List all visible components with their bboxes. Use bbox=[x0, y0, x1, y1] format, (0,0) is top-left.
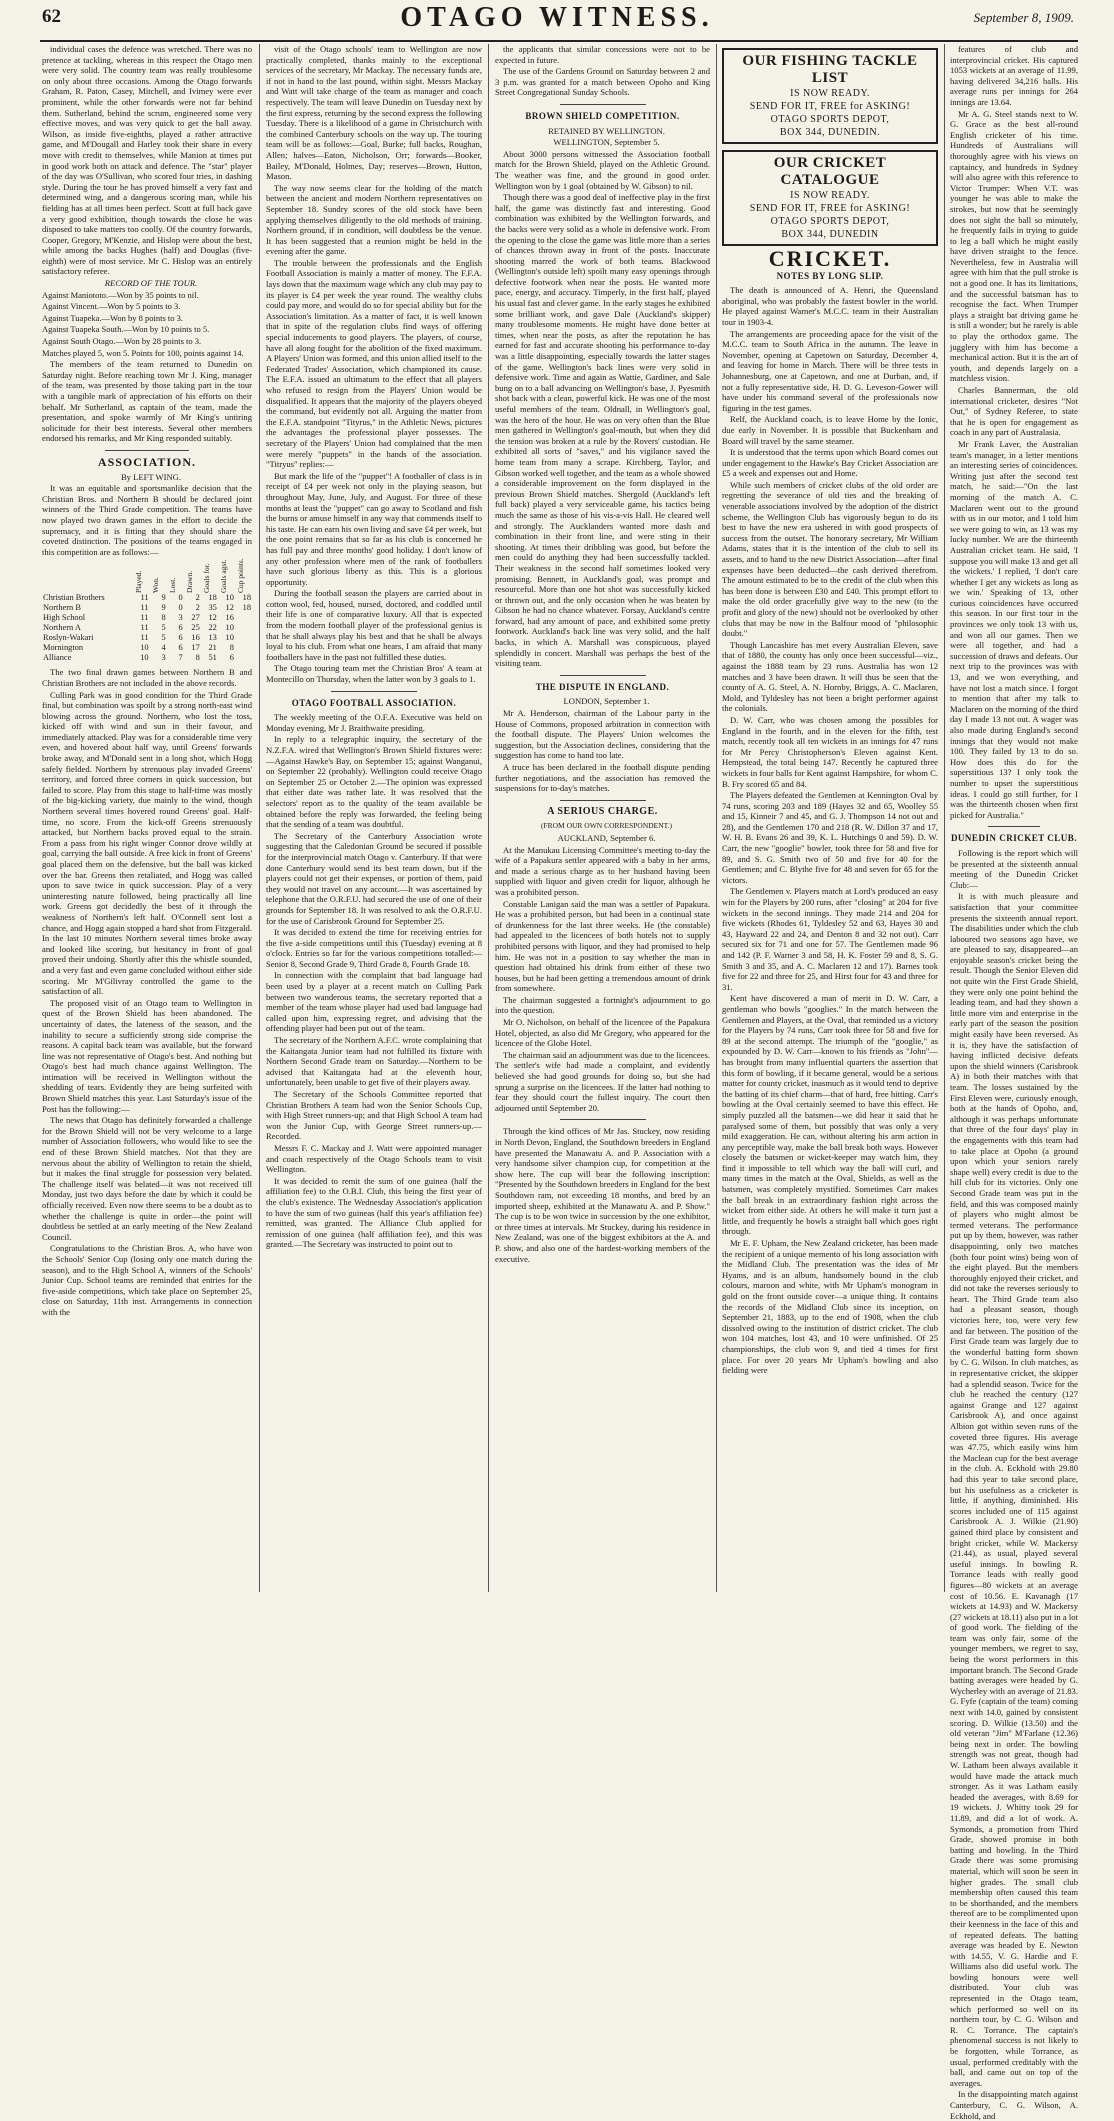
ad-cricket-catalogue bbox=[722, 150, 938, 246]
ladder-header-row bbox=[42, 559, 252, 593]
record-heading: RECORD OF THE TOUR. bbox=[104, 278, 198, 289]
article-paragraph: At the Manukau Licensing Committee's meeting to-day the wife of a Papakura settler appeared with a baby in her arms, and made a serious charge as to her husband having been supplied with liquor and given credit for liquor, although he was a prohibited person. bbox=[495, 844, 710, 897]
ladder-row bbox=[42, 633, 252, 643]
column-4 bbox=[722, 44, 938, 1592]
ladder-cell: 17 bbox=[191, 643, 200, 653]
record-line: Against Vincent.—Won by 5 points to 3. bbox=[42, 301, 181, 312]
ladder-cell: 0 bbox=[178, 603, 183, 613]
column-1 bbox=[42, 44, 252, 1592]
article-paragraph: D. W. Carr, who was chosen among the possibles for England in the fourth, and in the eleven for the fifth, test match, recently took all ten wickets in an innings for 47 runs for Mr Percy Christopherson's Eleven against Kent. Hempstead, the total being 147. Recently he captured three wickets in four balls for Kent against Hampshire, for whom C. B. Fry scored 65 and 84. bbox=[722, 714, 938, 789]
ladder-cell: 3 bbox=[161, 653, 166, 663]
separator bbox=[331, 691, 417, 692]
article-paragraph: The Players defeated the Gentlemen at Kennington Oval by 74 runs, scoring 203 and 189 (Hayes 32 and 65, Woolley 55 and 15, Kinneir 7 and 45, and G. J. Thompson 14 not out and 28), and the Gentlemen 170 and 218 (R. W. Dillon 37 and 17, W. H. B. Evans 26 and 39, K. L. Hutchings 0 and 59). D. W. Carr, the new "googlie" bowler, took three for 58 and five for 89, and S. G. Smith two of 50 and five for 40 for the Gentlemen; and C. Blythe five for 48 and seven for 65 for the victors. bbox=[722, 790, 938, 885]
article-paragraph: Mr A. G. Steel stands next to W. G. Grace as the best all-round English cricketer of his time. Hundreds of Australians will thoroughly agree with his views on captaincy, and hundreds in Sydney will also agree with this reference to Victor Trumper: When V.T. was younger he was able to make the strokes, but now that he seemingly does not sight the ball so minutely, he frequently fails in trying to guide to leg a ball which he might easily have driven straight to the fence. Nevertheless, few in Australia will agree with him that the pull stroke is not a good one. It has its limitations, and the successful batsman has to recognise the fact. When Trumper plays a straight bat driving game he is still a wonder; but he rarely is able to play the orthodox game. The jugglery with him has become a mechanical action. But it is the art of youth, and depends largely on a matchless vision. bbox=[950, 108, 1078, 384]
article-paragraph: Mr A. Henderson, chairman of the Labour party in the House of Commons, proposed arbitration in connection with the football dispute. The Players' Union welcomes the suggestion, but the Association declines, considering that the suggestion has come to hand too late. bbox=[495, 708, 710, 761]
ladder-table bbox=[42, 559, 252, 663]
ladder-row bbox=[42, 613, 252, 623]
separator bbox=[560, 104, 646, 105]
column-rule bbox=[488, 44, 489, 1592]
ad-line: SEND FOR IT, FREE for ASKING! bbox=[749, 101, 911, 112]
article-paragraph: The members of the team returned to Dunedin on Saturday night. Before reaching town Mr J. King, manager of the team, was presented by those taking part in the tour with a tangible mark of appreciation of his efforts on their behalf. Mr Sutherland, as captain of the team, made the presentation, and spoke warmly of Mr King's untiring solicitude for their best interests. Several other members endorsed his remarks, and Mr King responded suitably. bbox=[42, 359, 252, 444]
ladder-cell: 9 bbox=[161, 603, 166, 613]
ladder-header: Played. bbox=[133, 571, 143, 594]
article-paragraph: The Secretary of the Canterbury Association wrote suggesting that the Caledonian Ground be secured if possible for the interprovincial match Otago v. Canterbury. If that were done Canterbury would send its best team down, but if the players could not get their expenses, or portion of them, paid they would not travel on any account.—It was ascertained by telephone that the O.R.F.U. had secured the use of one of their grounds for September 18. It was resolved to ask the O.R.F.U. for the use of Carisbrook Ground for September 25. bbox=[266, 830, 482, 926]
ladder-cell: 10 bbox=[225, 593, 234, 603]
ladder-cell: 22 bbox=[208, 623, 217, 633]
separator bbox=[560, 800, 646, 801]
ad-line: OTAGO SPORTS DEPOT, bbox=[770, 114, 890, 125]
article-paragraph: Kent have discovered a man of merit in D. W. Carr, a gentleman who bowls "googlies." In the match between the Gentlemen and Players, at the Oval, that reminded us a victory for the Players by 74 runs, Carr took three for 58 and five for 89 at the second attempt. The triumph of the "googlie," as expounded by D. W. Carr—known to his friends as "John"—has brought from many influential quarters the assertion that this form of bowling, if it became general, would be a serious matter for county cricket, inasmuch as it would tend to deprive the batting of its chief charm—that of hard, free hitting. Carr's bowling at the Oval certainly seemed to have this effect. He simply puzzled all the batsmen—we did hear it said that he paralysed some of them, but possibly that was only a very mild exaggeration. He can, without altering his arm action in any perceptible way, make the ball break both ways. However closely the batsmen or wicket-keeper may watch him, they find it impossible to tell which way the ball will curl, and many times in the match at the Oval, Shields, as well as the batsmen, was completely mystified. Sometimes Carr makes the ball break in an extraordinary fashion right across the wicket from either side. At others he will make it turn just a little, and frequently he bowls a straight ball which goes right through. bbox=[722, 993, 938, 1237]
article-paragraph: It was decided to extend the time for receiving entries for the five a-side competitions until this (Tuesday) evening at 8 o'clock. Entries so far for the various competitions totalled:—Senior 8, Second Grade 9, Third Grade 8, Fourth Grade 18. bbox=[266, 927, 482, 969]
column-rule bbox=[259, 44, 260, 1592]
article-paragraph: The secretary of the Northern A.F.C. wrote complaining that the Kaitangata Junior team had not fulfilled its fixture with Northern Second Grade team on Saturday.—Northern to be advised that Kaitangata had at the eleventh hour, unfortunately, been unable to get five of their players away. bbox=[266, 1035, 482, 1088]
ladder-cell: 8 bbox=[229, 643, 234, 653]
ladder-cell: 12 bbox=[225, 603, 234, 613]
dateline: LONDON, September 1. bbox=[563, 696, 650, 707]
article-paragraph: Congratulations to the Christian Bros. A, who have won the Schools' Senior Cup (losing only one match during the season), and to the High School A, winners of the Schools' Junior Cup. School teams are reminded that entries for the five-aside competitions, which take place on September 25, close on Saturday, 11th inst. Arrangements in connection with the bbox=[42, 1243, 252, 1317]
ladder-row bbox=[42, 643, 252, 653]
article-paragraph: Relf, the Auckland coach, is to leave Home by the Ionic, due early in November. It is possible that Buckenham and Board will travel by the same steamer. bbox=[722, 414, 938, 446]
article-paragraph: The arrangements are proceeding apace for the visit of the M.C.C. team to South Africa in the autumn. The leave in November, opening at Capetown on Saturday, December 4, and leaving for home in March. There will be three tests in Johannesburg, one at Capetown, and one at Durban, and, if not a fully representative side, H. D. G. Leveson-Gower will have under his command several of the professionals now figuring in the test games. bbox=[722, 328, 938, 413]
masthead bbox=[0, 0, 1114, 40]
article-paragraph: The Otago touring team met the Christian Bros' A team at Montecillo on Thursday, when the latter won by 3 goals to 1. bbox=[266, 663, 482, 685]
article-paragraph: Through the kind offices of Mr Jas. Stuckey, now residing in North Devon, England, the Southdown breeders in England have presented the Manawatu A. and P. Association with a very handsome silver champion cup, for competition at the show here. The cup will bear the following inscription: "Presented by the Southdown breeders in England for the best Southdown ram, not exceeding 18 months, and bred by an imported sheep, exhibited at the Manawatu A. and P. Show." The cup is to be won twice in succession by the one exhibitor, or three times at intervals. Mr Stuckey, during his residence in New Zealand, was one of the biggest exhibitors at the A. and P. show, and also one of the hardest-working members of the executive. bbox=[495, 1126, 710, 1264]
ladder-cell: 6 bbox=[178, 643, 183, 653]
article-paragraph: The chairman said an adjournment was due to the licencees. The settler's wife had made a complaint, and evidently believed she had good grounds for doing so, but she had sprung a surprise on the licencees. If the latter had nothing to fear they should court the fullest inquiry. The court then adjourned until September 20. bbox=[495, 1049, 710, 1113]
record-line: Against South Otago.—Won by 28 points to 3. bbox=[42, 336, 202, 347]
article-paragraph: The way now seems clear for the holding of the match between the ancient and modern Northern representatives on September 18. Sundry scores of the old stock have been applying themselves diligently to the old methods of training. Northern ground, if in condition, will doubtless be the venue. It has been suggested that a reunion might be held in the evening after the game. bbox=[266, 182, 482, 257]
article-paragraph: Constable Lanigan said the man was a settler of Papakura. He was a prohibited person, but had been in a continual state of drunkenness for the last three weeks. He (the constable) had appealed to the licencees of both hotels not to supply prohibited persons with liquor, and they had promised to help him. He was not in a position to say whether the man in question had obtained his drink from either of these two houses, but he had been getting a tremendous amount of drink from somewhere. bbox=[495, 898, 710, 994]
ladder-row bbox=[42, 653, 252, 663]
article-paragraph: Mr O. Nicholson, on behalf of the licencee of the Papakura Hotel, objected, as also did Mr Gregory, who appeared for the licencee of the Globe Hotel. bbox=[495, 1017, 710, 1049]
ladder-cell: 16 bbox=[191, 633, 200, 643]
article-paragraph: It was an equitable and sportsmanlike decision that the Christian Bros. and Northern B should be declared joint winners of the Third Grade competition. The teams have now played two drawn games in the effort to decide the supremacy, and it is fitting that they should share the coveted distinction. The positions of the teams engaged in this competition are as follows:— bbox=[42, 483, 252, 557]
article-paragraph: The news that Otago has definitely forwarded a challenge for the Brown Shield will not be very welcome to a large number of Association followers, who would like to see the end of these Brown Shield matches. Not that they are nervous about the ability of Wellington to retain the shield, but it makes the final struggle for possession very belated. The challenge itself was belated—it was not received till Monday, just two days before the date by which it could be officially received. Even now there seems to be a doubt as to whether the challenge is quite in order—the point will doubtless be settled at an early meeting of the New Zealand Council. bbox=[42, 1115, 252, 1242]
article-paragraph: Mr E. F. Upham, the New Zealand cricketer, has been made the recipient of a unique memento of his long association with the Midland Club. The presentation was the idea of Mr Hyams, and is an album, handsomely bound in the club colours, maroon and white, with Mr Upham's monogram in gold on the front outside cover—a unique thing. It contains the records of the Midland Club since its inception, on September 21, 1883, up to the end of 1908, when the club dissolved owing to the institution of district cricket. The club won 104 matches, lost 43, and 10 were unfinished. Of 25 championships, the club won 9, and tied 4 times for first place. For over 20 years Mr Upham's bowling and also fielding were bbox=[722, 1238, 938, 1376]
ladder-cell: 4 bbox=[161, 643, 166, 653]
ladder-cell: 11 bbox=[140, 593, 149, 603]
separator bbox=[988, 826, 1039, 827]
ladder-cell: 27 bbox=[191, 613, 200, 623]
article-paragraph: It is with much pleasure and satisfaction that your committee presents the sixteenth annual report. The disabilities under which the club laboured two seasons ago have, we are pleased to say, disappeared—an enjoyable season's cricket being the result. Though the Senior Eleven did not quite win the First Grade Shield, they were only one point behind the leading team, and had they shown a little more vim and enterprise in the early part of the season the position might easily have been reversed. As it is, they have the satisfaction of having inflicted decisive defeats upon the shield winners (Carisbrook A) in both their matches with that team. The losses sustained by the First Eleven were, curiously enough, both at the hands of Opoho, and, although it was perhaps unfortunate that three of the four days' play in the engagements with this team had to take place at Opoho (a ground upon which your seniors rarely shape well) every credit is due to the hill club for its victories. Only one Second Grade team was put in the field, and this was composed mainly of players who might almost be termed veterans. The performance put up by them, however, was rather disappointing, only two matches (both four point wins) being won of the eight played. But the members thoroughly enjoyed their cricket, and did not take the reverses seriously to heart. The Third Grade team also had a pleasant season, though victories here, too, were very few and far between. The position of the First Grade team was largely due to the wonderful batting form shown by C. G. Wilson. In club matches, as in representative cricket, the skipper had a splendid season. Twice for the club he reached the century (127 against Grange and 127 against Carisbrook A), and once against Albion got within seven runs of the coveted three figures. His average was 47.75, which easily wins him the Maclean cup for the best average in the club. A. Eckhold with 29.80 had this year to take second place, but his usefulness as a cricketer is little, if anything, diminished. His scores included one of 115 against Carisbrook A. J. Wilkie (21.90) gained third place by consistent and bright cricket, while W. Mackersy (21.44), as usual, played several useful innings. In bowling R. Torrance leads with really good figures—80 wickets at an average cost of 10.56. E. Kavanagh (17 wickets at 14.93) and W. Mackersy (27 wickets at 18.11) also put in a lot of good work. The fielding of the team was only fair, some of the younger members, we regret to say, being the worst performers in this important branch. The Second Grade batting averages were headed by G. Wycherley with an average of 21.83. G. Fyfe (captain of the team) coming next with 14.0, gained by consistent scoring. D. Wilkie (13.50) and the old veteran "Jim" M'Farlane (12.36) being next in order. The bowling strength was not great, though had W. Latham been always available it would have made the attack much stronger. As it was Latham easily headed the averages, with 8.69 for 19 wickets. J. Whitty took 29 for 11.89, and did a lot of work. A. Symonds, a promotion from Third Grade, showed promise in both batting and bowling. In the Third Grade there was some promising material, which will soon be seen in higher grades. The small club membership often caused this team to be shorthanded, and the members thereof are to be complimented upon their keenness in the face of this and of repeated defeats. The batting average was headed by E. Newton with 14.55, V. G. Hardie and F. Williams also did useful work. The bowling honours were well distributed. Your club was represented in the Otago team, which performed so well on its northern tour, by C. G. Wilson and R. C. Torrance. The captain's phenomenal success is not likely to be forgotten, while Torrance, as usual, performed creditably with the ball, and came out on top of the averages. bbox=[950, 891, 1078, 2088]
article-paragraph: It is understood that the terms upon which Board comes out under engagement to the Hawke's Bay Cricket Association are £5 a week and expenses out and Home. bbox=[722, 447, 938, 479]
source-line: (FROM OUR OWN CORRESPONDENT.) bbox=[540, 821, 673, 831]
ad-line: IS NOW READY. bbox=[790, 190, 870, 201]
ladder-cell: 16 bbox=[225, 613, 234, 623]
ladder-header: Lost. bbox=[167, 578, 177, 594]
article-paragraph: Mr Frank Laver, the Australian team's manager, in a letter mentions an interesting series of coincidences. Writing just after the second test match, he said:—"On the last morning of the match A. C. Maclaren went out to the ground with us in our motor, and I told him we were going to win, as 13 was my lucky number. We are the thirteenth Australian cricket team. He said, 'I suppose you will make 13 and get all the wickets.' I replied, 'I don't care whether I get any wickets as long as we win.' Speaking of 13, other curious coincidences have occurred this season. In our first tour in the provinces we only took 13 with us, and won all our games. Then we were all together, and had a succession of draws and defeats. Our next trip to the provinces was with 13, and we won everything, and have not lost a match since. I forgot to mention that after my talk to Maclaren on the morning of the third day I made 13 not out. A wager was also made during England's second innings that they would not make 100. They failed by 13 to do so. How does this do for the superstitious 13? I only took the number to upset the superstitious ideas. I could go still further, for I was the thirteenth chosen when first picked for Australia." bbox=[950, 438, 1078, 820]
ladder-cell: 10 bbox=[225, 633, 234, 643]
ladder-cell: 11 bbox=[140, 613, 149, 623]
ladder-cell: 11 bbox=[140, 623, 149, 633]
header-rule bbox=[40, 40, 1078, 42]
ladder-cell: 2 bbox=[195, 593, 200, 603]
subheading: RETAINED BY WELLINGTON. bbox=[548, 125, 665, 136]
ladder-header: Drawn. bbox=[184, 571, 194, 594]
ladder-cell: 9 bbox=[161, 593, 166, 603]
ladder-cell: 6 bbox=[229, 653, 234, 663]
ladder-cell: 10 bbox=[140, 643, 149, 653]
article-paragraph: the applicants that similar concessions were not to be expected in future. bbox=[495, 44, 710, 65]
ladder-cell: 18 bbox=[208, 593, 217, 603]
article-paragraph: During the football season the players are carried about in cotton wool, fed, housed, nursed, doctored, and coddled until their life is one of comparative luxury. All that is expected from the modern football player of the professional genius is that he shall always play his best and that he shall be always loyal to his club. From what one hears, I am afraid that many footballers have in the past not fulfilled these duties. bbox=[266, 588, 482, 662]
column-rule bbox=[944, 44, 945, 1592]
article-paragraph: The chairman suggested a fortnight's adjournment to go into the question. bbox=[495, 994, 710, 1016]
ladder-team: Northern B bbox=[43, 603, 81, 613]
notes-heading: NOTES BY LONG SLIP. bbox=[776, 270, 884, 281]
dateline: AUCKLAND, September 6. bbox=[557, 832, 656, 843]
article-paragraph: While such members of cricket clubs of the old order are regretting the severance of old ties and the breaking of venerable associations involved by the adoption of the district scheme, the Wellington Club has vigorously begun to do its best to have the new era ushered in with good prospects of success from the outset. The honorary secretary, Mr William Adams, states that it is the intention of the club to sell its assets, and to hand to the new District Association—after final expenses have been deducted—the cash derived therefrom. The amount estimated to be to the credit of the club when this has been done is between £30 and £40. This prompt effort to make the old order gracefully give way to the new (to the profit and glory of the new) should not be overlooked by other clubs that may be now in the Balfour mood of "philosophic doubt." bbox=[722, 479, 938, 639]
article-paragraph: About 3000 persons witnessed the Association football match for the Brown Shield, played on the Athletic Ground. The weather was fine, and the ground in good order. Wellington won by 1 goal (obtained by W. Gibson) to nil. bbox=[495, 148, 710, 191]
ladder-row bbox=[42, 603, 252, 613]
ladder-cell: 8 bbox=[195, 653, 200, 663]
ad-line: BOX 344, DUNEDIN bbox=[781, 229, 879, 240]
ladder-header: Goals agst. bbox=[218, 559, 228, 594]
ladder-header: Cup points. bbox=[235, 558, 245, 594]
article-paragraph: A truce has been declared in the football dispute pending further negotiations, and the association has removed the suspensions for to-day's matches. bbox=[495, 762, 710, 794]
ladder-cell: 10 bbox=[225, 623, 234, 633]
ladder-cell: 8 bbox=[161, 613, 166, 623]
article-paragraph: Culling Park was in good condition for the Third Grade final, but combination was spoilt by a strong north-east wind blowing across the ground. Northern, who lost the toss, kicked off with wind and sun in their favour, and immediately attacked. Play was for a considerable time very even, and hovered about half way, until Greens' forwards broke away, and M'Donald sent in a long shot, which Hogg safely fielded. Northern by strenuous play invaded Greens' territory, and forced three corners in quick succession, but failed to score. Play from this stage to half-time was mostly of the big-kicking variety, due mainly to the wind, though Northern several times hovered round Greens' goal. Half-time, no score. From the kick-off Greens strenuously attacked, but Northern backs proved equal to the strain. From a pass from his right winger Connor drove wildly at goal, carrying the ball outside. A free kick in front of Greens' goal placed them on the defensive, but the ball was kicked over the bar. Greens then retaliated, and Hogg was called upon to save twice in quick succession. Play of a very uninteresting nature followed, being practically all line work. Greens got decidedly the best of it through the weakness of Northern's left half. O'Connell sent lost a chance, and Hogg again stopped a hard shot from Fitzgerald. In the last 10 minutes Northern several times broke away and looked like scoring, but hesitancy in front of goal proved their undoing. Shortly after this the whistle sounded, and a very fast and even game concluded without either side scoring. Mr M'Gilivray controlled the game to the satisfaction of all. bbox=[42, 689, 252, 997]
ladder-cell: 0 bbox=[178, 593, 183, 603]
ladder-header: Goals for. bbox=[201, 563, 211, 594]
article-paragraph: The trouble between the professionals and the English Football Association is mainly a matter of money. The F.F.A. lays down that the maximum wage which any club may pay to its player is £4 per week the year round. The wealthy clubs could pay more, and would do so for special ability but for the Association's limitation. As a matter of fact, it is well known that in spite of the regulation clubs find ways of offering special inducements to good players. The players, of course, have all along fought for the abolition of the fixed maximum. A Players' Union was formed, and this union allied itself to the Federated Trades' Association, which championed its cause. The E.F.A. issued an ultimatum to the effect that all players who refused to resign from the Players' Union would be disqualified. It appears that the majority of the players obeyed the command, but evidently not all. Arguing the matter from the E.F.A. standpoint "Tityrus," in the Athletic News, pictures the advantages the professional player possesses. The secretary of the Players' Union had complained that the men were merely "puppets" in the hands of the association. "Titryus" replies:— bbox=[266, 257, 482, 470]
ladder-team: Northern A bbox=[43, 623, 81, 633]
article-paragraph: But mark the life of the "puppet"! A footballer of class is in receipt of £4 per week not only in the playing season, but throughout May, June, July, and August. For three of these months at least the "puppet" can go away to Scotland and fish the burns or amuse himself in any way that commends itself to his taste. He can earn his own living and save £4 per week, but the one point remains that so far as his club is concerned he has full pay and three months' good holiday. I don't know of any other profession where men of the rank of footballers have such glorious liberty as this. This is a glorious opportunity. bbox=[266, 470, 482, 587]
ladder-cell: 11 bbox=[140, 603, 149, 613]
ladder-team: Christian Brothers bbox=[43, 593, 105, 603]
ladder-cell: 21 bbox=[208, 643, 217, 653]
record-line: Against Tuapeka South.—Won by 10 points to 5. bbox=[42, 324, 210, 335]
ladder-body bbox=[42, 593, 252, 663]
article-paragraph: Following is the report which will be presented at the sixteenth annual meeting of the Dunedin Cricket Club:— bbox=[950, 847, 1078, 890]
ladder-cell: 7 bbox=[178, 653, 183, 663]
column-rule bbox=[716, 44, 717, 1592]
article-paragraph: The death is announced of A. Henri, the Queensland aboriginal, who was probably the fastest bowler in the world. He played against Warner's M.C.C. team in their Australian tour in 1903-4. bbox=[722, 285, 938, 327]
ladder-team: High School bbox=[43, 613, 86, 623]
newspaper-title: OTAGO WITNESS. bbox=[400, 2, 714, 33]
ladder-cell: 35 bbox=[208, 603, 217, 613]
column-2 bbox=[266, 44, 482, 1592]
ladder-team: Roslyn-Wakari bbox=[43, 633, 94, 643]
article-paragraph: Though there was a good deal of ineffective play in the first half, the game was distinctly fast and interesting. Good combination was exhibited by the Wellington forwards, and the backs were very solid as a whole in defensive work. From the opening to the close the game was little more than a series of chances thrown away in front of the posts. Inaccurate shooting marred the work of both teams. Blackwood (Wellington's outside left) spoilt many easy openings through defective footwork when near the posts. He wanted more pace, energy, and accuracy. Timperly, in the first half, played his usual fast and clever game. In the early stages he exhibited some brilliant work, and gave Dale (Auckland's skipper) many troublesome moments. He might have done better at times, when near the posts, as after the reputation he has earned for fast and accurate shooting his performance to-day was a little disappointing, especially towards the latter stages of the game. Wellington's back lines were very solid in defensive work. Time and again as Wattie, Gardiner, and Sale bung on to a ball advancing on Wellington's base, J. Pyesmith shot back with a clean, powerful kick. He was one of the most useful members of the team. Oldnall, in Wellington's goal, was the hero of the hour. He was on very often than the Blue men gathered in Wellington's goal-mouth, but when they did the tension was broken at a rule by the Rovers' custodian. He exhibited all sorts of "saves," and his vigilance saved the home team from many a scrape. Kirchberg, Taylor, and Gibson worked well together, and the team as a whole showed a considerable improvement on the form displayed in the previous Brown Shield matches. Shergold (Auckland's left full back) played a very serviceable game, his tactics being much the same as those of his vis-a-vis Hall. He cleared well and strongly. The Aucklanders wanted more dash and combination in their front line, and were sting in their shooting. At times their dribbling was good, but before the men could do anything they had been successfully tackled. Their weakness in the second half sometimes looked very promising. Bennett, in Auckland's goal, was prompt and resourceful. More than one hot shot was successfully kicked or thrown out, and the only occasion when he was beaten by Gibson he had no chance whatever. Forsay, Auckland's centre forward, had any amount of pace, and exhibited some pretty footwork. Auckland's back line was very solid, and the half backs, in which A. Marshall was conspicuous, played splendidly in concert. Marshall was perhaps the best of the visiting team. bbox=[495, 192, 710, 669]
dateline: WELLINGTON, September 5. bbox=[553, 137, 660, 148]
ladder-cell: 3 bbox=[178, 613, 183, 623]
article-paragraph: The use of the Gardens Ground on Saturday between 2 and 3 p.m. was granted for a match between Opoho and King Street Congregational Sunday Schools. bbox=[495, 66, 710, 98]
column-3 bbox=[495, 44, 710, 1592]
ladder-row bbox=[42, 593, 252, 603]
ladder-cell: 2 bbox=[195, 603, 200, 613]
ladder-header-team bbox=[42, 559, 133, 593]
article-paragraph: features of club and interprovincial cricket. His captured 1053 wickets at an average of 11.99, having delivered 34,216 balls. His average runs per innings for 264 innings are 13.64. bbox=[950, 44, 1078, 107]
ladder-row bbox=[42, 623, 252, 633]
article-paragraph: The weekly meeting of the O.F.A. Executive was held on Monday evening, Mr J. Braithwaite presiding. bbox=[266, 712, 482, 733]
section-heading-brown-shield: BROWN SHIELD COMPETITION. bbox=[525, 110, 680, 121]
ladder-team: Alliance bbox=[43, 653, 72, 663]
column-5 bbox=[950, 44, 1078, 2121]
article-paragraph: It was decided to remit the sum of one guinea (half the affiliation fee) to the O.B.I. Club, this being the first year of the club's existence. The Wednesday Association's application to have the sum of two guineas (half this year's affiliation fee) remitted, was granted. The Alliance Club applied for remission of one guinea (half affiliation fee), and this was granted.—The Secretary was instructed to point out to bbox=[266, 1175, 482, 1250]
separator bbox=[560, 1119, 646, 1120]
article-paragraph: Messrs F. C. Mackay and J. Watt were appointed manager and coach respectively of the Otago Schools team to visit Wellington. bbox=[266, 1142, 482, 1175]
ladder-cell: 10 bbox=[140, 653, 149, 663]
ladder-cell: 5 bbox=[161, 633, 166, 643]
section-heading-serious-charge: A SERIOUS CHARGE. bbox=[547, 805, 658, 817]
section-heading-dunedin-cricket-club: DUNEDIN CRICKET CLUB. bbox=[950, 833, 1078, 844]
separator bbox=[560, 675, 646, 676]
ad-line: IS NOW READY. bbox=[790, 88, 870, 99]
article-paragraph: visit of the Otago schools' team to Wellington are now practically completed, thanks mainly to the exceptional services of the secretary, Mr Mackay. The necessary funds are, if not in hand to the last pound, within sight. Messrs Mackay and Watt will take charge of the team as manager and coach respectively. The team will leave Dunedin on Tuesday next by the first express, returning by the second express the following Tuesday. There is a likelihood of a game in Christchurch with the combined Canterbury schools on the way up. The touring team will be as follows:—Goal, Burke; full backs, Roughan, Allen; halves—Eaton, Nicholson, Orr; forwards—Booker, Bailey, M'Donald, Holmes, Day; reserves—Brown, Hutton, Mason. bbox=[266, 44, 482, 182]
ladder-cell: 18 bbox=[242, 593, 251, 603]
ladder-cell: 6 bbox=[178, 623, 183, 633]
article-paragraph: Though Lancashire has met every Australian Eleven, save that of 1880, the county has only once been successful—viz., against the 1888 team by 23 runs. Australia has won 12 matches and 3 have been drawn. It will thus be seen that the county of A. G. Steel, A. N. Hornby, Briggs, A. C. Maclaren, Mold, and Tyldesley has not been a bright performer against the colonials. bbox=[722, 639, 938, 714]
byline: By LEFT WING. bbox=[120, 471, 182, 482]
ad-line: SEND FOR IT, FREE for ASKING! bbox=[749, 203, 911, 214]
article-paragraph: The two final drawn games between Northern B and Christian Brothers are not included in the above records. bbox=[42, 667, 252, 688]
section-heading-ofa: OTAGO FOOTBALL ASSOCIATION. bbox=[291, 697, 457, 708]
section-heading-dispute: THE DISPUTE IN ENGLAND. bbox=[535, 681, 670, 692]
ad-line: BOX 344, DUNEDIN. bbox=[779, 127, 881, 138]
issue-date: September 8, 1909. bbox=[973, 10, 1074, 25]
ladder-cell: 11 bbox=[140, 633, 149, 643]
ladder-team: Mornington bbox=[43, 643, 84, 653]
article-paragraph: The Secretary of the Schools Committee reported that Christian Brothers A team had won the Senior Schools Cup, with High Street runners-up; and that High School A team had won the Junior Cup, with George Street runners-up.—Recorded. bbox=[266, 1089, 482, 1142]
ladder-header: Won. bbox=[150, 577, 160, 594]
ladder-cell: 12 bbox=[208, 613, 217, 623]
ladder-cell: 6 bbox=[178, 633, 183, 643]
article-paragraph: Charles Bannerman, the old international cricketer, desires "Not Out," of Sydney Referee, to state that he is open for engagement as coach in any part of Australasia. bbox=[950, 385, 1078, 438]
ladder-cell: 51 bbox=[208, 653, 217, 663]
ladder-cell: 18 bbox=[242, 603, 251, 613]
article-paragraph: The proposed visit of an Otago team to Wellington in quest of the Brown Shield has been abandoned. The uncertainty of dates, the lateness of the season, and the inability to secure a sufficiently strong side comprise the reasons. A capital back team was available, but the forward line was not representative of Otago's best. And nothing but Otago's best had much chance against Wellington. The intimation will be received in Wellington without the shedding of tears. Evidently they are being surfeited with Brown Shield matches this year. Last Saturday's issue of the Post has the following:— bbox=[42, 997, 252, 1114]
record-line: Against Tuapeka.—Won by 8 points to 3. bbox=[42, 312, 183, 323]
article-paragraph: In the disappointing match against Canterbury, C. G. Wilson, A. Eckhold, and bbox=[950, 2089, 1078, 2121]
record-line: Against Maniototo.—Won by 35 points to nil. bbox=[42, 289, 199, 300]
ad-line: OTAGO SPORTS DEPOT, bbox=[770, 216, 890, 227]
section-heading-cricket: CRICKET. bbox=[768, 246, 892, 271]
article-paragraph: The Gentlemen v. Players match at Lord's produced an easy win for the Players by 200 runs, after "closing" at 204 for five wickets in the second innings. They made 214 and 204 for five wickets (Rhodes 61, Tyldesley 52 and 63, Hayes 30 and 43, Hayward 22 and 24, and Denton 8 and 32 not out). Carr secured six for 71 and one for 57. The Gentlemen made 96 and 142 (P. F. Warner 3 and 58, H. K. Foster 59 and 8, S. G. Smith 3 and 35, and A. C. Maclaren 12 and 17). Barnes took five for 22 and three for 25, and Hirst four for 43 and three for 31. bbox=[722, 886, 938, 992]
ladder-cell: 5 bbox=[161, 623, 166, 633]
ladder-cell: 13 bbox=[208, 633, 217, 643]
article-paragraph: In connection with the complaint that bad language had been used by a player at a recent match on Culling Park between two wanderous teams, the secretary reported that a member of the team whose player had used bad language had called upon him, expressing regret, and advising that the offending player had been put out of the team. bbox=[266, 970, 482, 1034]
ad-title: OUR FISHING TACKLE LIST bbox=[742, 53, 918, 86]
record-line: Matches played 5, won 5. Points for 100, points against 14. bbox=[42, 347, 244, 358]
article-paragraph: In reply to a telegraphic inquiry, the secretary of the N.Z.F.A. wired that Wellington's Brown Shield fixtures were:—Against Hawke's Bay, on September 15; against Wanganui, on September 22 (probably). Wellington could receive Otago on September 25 or October 2.—The opinion was expressed that either date was rather late. It was resolved that the selectors' report as to the quality of the team available be obtained before the reply was forwarded, the feeling being that the sending of a team was doubtful. bbox=[266, 734, 482, 830]
article-paragraph: individual cases the defence was wretched. There was no pretence at tackling, whereas in this respect the Otago men were very solid. The country team was really troublesome on only about three occasions. Among the Otago forwards Graham, R. Paton, Casey, Mitchell, and Ivimey were ever prominent, while the other forwards were not far behind them. Sutherland, behind the scrum, engineered some very effective moves, and was very quick to get the ball away. Wilson, as inside five-eighths, played a rather attractive game, and M'Dougall and Harley took their share in every move with credit to themselves, while Manion at times put in good work both on attack and defence. The "star" player of the day was O'Sullivan, who scored four tries, in dashing style. During the tour he has proved himself a very fast and determined wing, and a dangerous scoring man, while his fielding has at all times been perfect. Scott at full back gave a very good exhibition, though towards the close he was disposed to take matters too coolly. Of the country forwards, Cooper, Gregory, M'Kenzie, and Hislop were about the best, while among the backs Hughes (half) and Douglas (five-eighth) were of most service. Mr C. Hislop was an entirely satisfactory referee. bbox=[42, 44, 252, 277]
ladder-cell: 25 bbox=[191, 623, 200, 633]
page-number: 62 bbox=[42, 6, 61, 27]
separator bbox=[105, 450, 189, 451]
section-heading-association: ASSOCIATION. bbox=[97, 454, 197, 469]
ad-fishing-tackle bbox=[722, 48, 938, 144]
ad-title: OUR CRICKET CATALOGUE bbox=[773, 155, 887, 188]
